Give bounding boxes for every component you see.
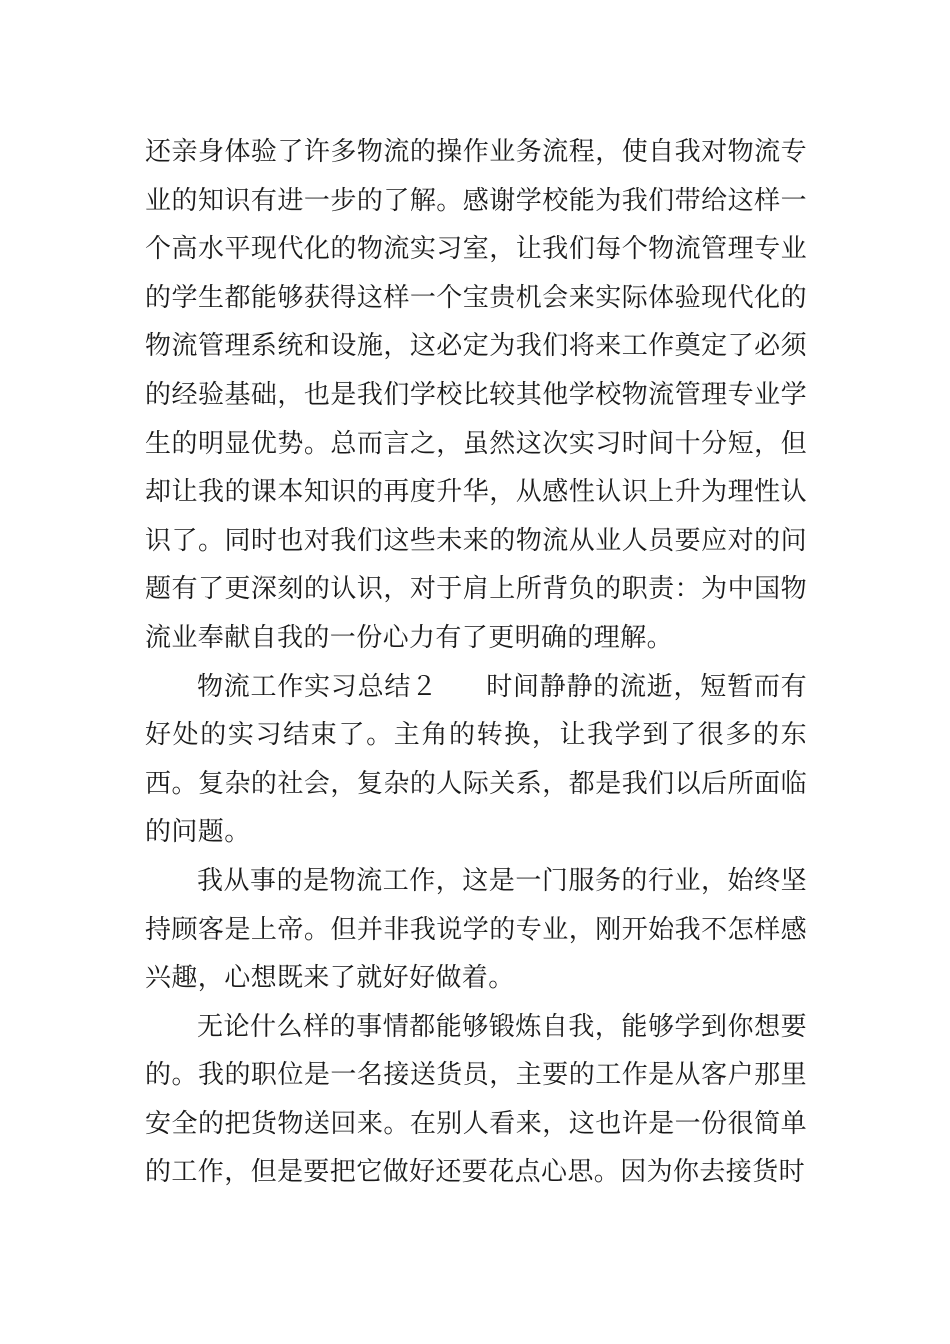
paragraph-1: 还亲身体验了许多物流的操作业务流程，使自我对物流专业的知识有进一步的了解。感谢学校能为我们带给这样一个高水平现代化的物流实习室，让我们每个物流管理专业的学生都能够获得这样一个宝贵机会来实际体验现代化的物流管理系统和设施，这必定为我们将来工作奠定了必须的经验基础，也是我们学校比较其他学校物流管理专业学生的明显优势。总而言之，虽然这次实习时间十分短，但却让我的课本知识的再度升华，从感性认识上升为理性认识了。同时也对我们这些未来的物流从业人员要应对的问题有了更深刻的认识，对于肩上所背负的职责：为中国物流业奉献自我的一份心力有了更明确的理解。 — [145, 137, 807, 653]
paragraph-2 — [145, 663, 807, 857]
document-body — [145, 128, 807, 1197]
paragraph-2-text: 时间静静的流逝，短暂而有好处的实习结束了。主角的转换，让我学到了很多的东西。复杂的社会，复杂的人际关系，都是我们以后所面临的问题。 — [145, 671, 807, 848]
paragraph-4: 无论什么样的事情都能够锻炼自我，能够学到你想要的。我的职位是一名接送货员，主要的工作是从客户那里安全的把货物送回来。在别人看来，这也许是一份很简单的工作，但是要把它做好还要花点心思。因为你去接货时 — [145, 1011, 807, 1188]
paragraph-3: 我从事的是物流工作，这是一门服务的行业，始终坚持顾客是上帝。但并非我说学的专业，刚开始我不怎样感兴趣，心想既来了就好好做着。 — [145, 865, 807, 994]
section-heading: 物流工作实习总结２ — [197, 671, 438, 702]
